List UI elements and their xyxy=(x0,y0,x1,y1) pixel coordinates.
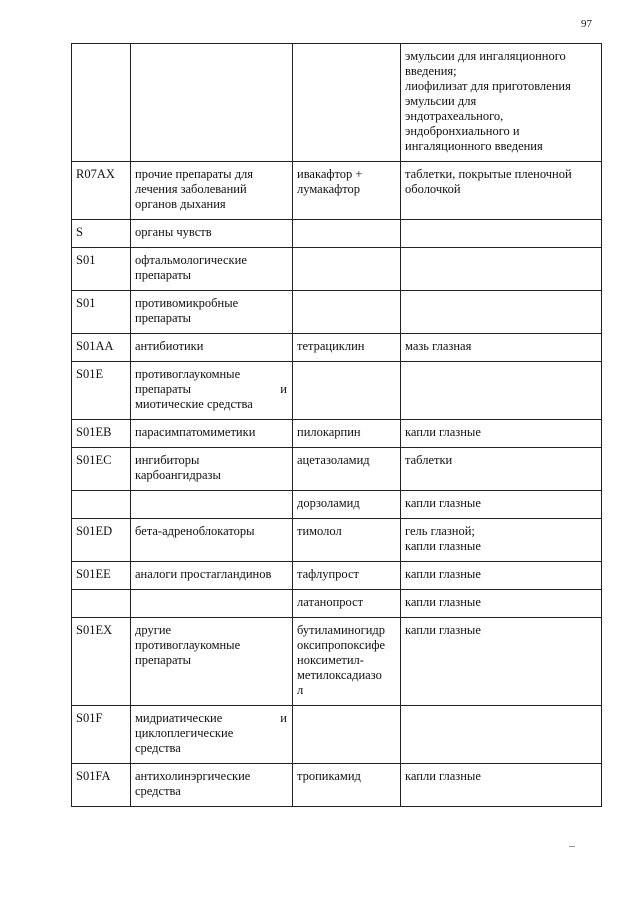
atc-code-cell: S01EE xyxy=(72,562,131,590)
substance-cell xyxy=(293,420,401,448)
table-row xyxy=(72,706,602,764)
substance-cell xyxy=(293,519,401,562)
group-cell xyxy=(131,448,293,491)
group-cell xyxy=(131,44,293,162)
atc-code-cell: S01EX xyxy=(72,618,131,706)
substance-cell xyxy=(293,706,401,764)
form-text: таблетки, покрытые пленочной xyxy=(405,167,572,181)
group-text: органы чувств xyxy=(135,225,212,239)
atc-code-cell: S01F xyxy=(72,706,131,764)
atc-code-cell: S01EC xyxy=(72,448,131,491)
table-row xyxy=(72,519,602,562)
substance-text: метилоксадиазо xyxy=(297,668,382,682)
form-cell xyxy=(401,162,602,220)
atc-code-cell xyxy=(72,491,131,519)
form-cell xyxy=(401,519,602,562)
group-cell xyxy=(131,162,293,220)
substance-text: тимолол xyxy=(297,524,342,538)
substance-cell xyxy=(293,491,401,519)
group-cell xyxy=(131,618,293,706)
group-text: мидриатические xyxy=(135,711,223,725)
form-cell xyxy=(401,334,602,362)
substance-text: л xyxy=(297,683,304,697)
group-text: миотические средства xyxy=(135,397,253,411)
group-cell xyxy=(131,590,293,618)
form-cell xyxy=(401,764,602,807)
group-text: органов дыхания xyxy=(135,197,226,211)
group-text: офтальмологические xyxy=(135,253,247,267)
substance-cell xyxy=(293,220,401,248)
group-text: средства xyxy=(135,784,181,798)
substance-cell xyxy=(293,590,401,618)
group-text: противоглаукомные xyxy=(135,367,241,381)
substance-text: латанопрост xyxy=(297,595,364,609)
table-row xyxy=(72,491,602,519)
drug-table xyxy=(71,43,602,807)
substance-text: оксипропоксифе xyxy=(297,638,386,652)
group-text: ингибиторы xyxy=(135,453,200,467)
table-row xyxy=(72,590,602,618)
atc-code-cell: S01AA xyxy=(72,334,131,362)
substance-cell xyxy=(293,44,401,162)
substance-text: пилокарпин xyxy=(297,425,361,439)
atc-code-cell xyxy=(72,590,131,618)
form-text: капли глазные xyxy=(405,567,481,581)
form-text: эмульсии для ингаляционного xyxy=(405,49,566,63)
substance-text: бутиламиногидр xyxy=(297,623,386,637)
table-row xyxy=(72,44,602,162)
atc-code-cell: R07AX xyxy=(72,162,131,220)
group-text: и xyxy=(280,711,287,725)
substance-cell xyxy=(293,162,401,220)
substance-text: ноксиметил- xyxy=(297,653,364,667)
form-cell xyxy=(401,420,602,448)
substance-cell xyxy=(293,248,401,291)
substance-text: тетрациклин xyxy=(297,339,365,353)
group-cell xyxy=(131,248,293,291)
group-cell xyxy=(131,334,293,362)
group-text: лечения заболеваний xyxy=(135,182,247,196)
substance-cell xyxy=(293,618,401,706)
group-cell xyxy=(131,291,293,334)
form-cell xyxy=(401,590,602,618)
table-row xyxy=(72,334,602,362)
form-text: введения; xyxy=(405,64,457,78)
table-row xyxy=(72,291,602,334)
atc-code-cell: S01ED xyxy=(72,519,131,562)
table-row xyxy=(72,420,602,448)
group-text: противоглаукомные xyxy=(135,638,241,652)
group-text: и xyxy=(280,382,287,396)
form-text: лиофилизат для приготовления xyxy=(405,79,571,93)
substance-cell xyxy=(293,764,401,807)
group-text: циклоплегические xyxy=(135,726,234,740)
form-text: таблетки xyxy=(405,453,453,467)
atc-code-cell: S01EB xyxy=(72,420,131,448)
substance-cell xyxy=(293,291,401,334)
atc-code-cell: S01 xyxy=(72,291,131,334)
form-text: капли глазные xyxy=(405,769,481,783)
substance-text: ацетазоламид xyxy=(297,453,370,467)
group-cell xyxy=(131,764,293,807)
group-text: карбоангидразы xyxy=(135,468,221,482)
group-cell xyxy=(131,562,293,590)
form-text: эндобронхиального и xyxy=(405,124,520,138)
substance-text: тафлупрост xyxy=(297,567,359,581)
substance-cell xyxy=(293,448,401,491)
form-cell xyxy=(401,220,602,248)
form-cell xyxy=(401,562,602,590)
group-text: парасимпатомиметики xyxy=(135,425,256,439)
atc-code-cell: S01FA xyxy=(72,764,131,807)
group-text: препараты xyxy=(135,311,192,325)
group-cell xyxy=(131,220,293,248)
table-row xyxy=(72,248,602,291)
group-cell xyxy=(131,420,293,448)
form-cell xyxy=(401,706,602,764)
group-text: противомикробные xyxy=(135,296,239,310)
substance-cell xyxy=(293,362,401,420)
table-row xyxy=(72,162,602,220)
table-row xyxy=(72,764,602,807)
table-row xyxy=(72,448,602,491)
form-text: гель глазной; xyxy=(405,524,475,538)
form-cell xyxy=(401,362,602,420)
substance-cell xyxy=(293,562,401,590)
group-justified-line xyxy=(135,711,287,726)
group-text: бета-адреноблокаторы xyxy=(135,524,255,538)
substance-cell xyxy=(293,334,401,362)
form-cell xyxy=(401,248,602,291)
table-row xyxy=(72,618,602,706)
form-text: капли глазные xyxy=(405,425,481,439)
group-text: препараты xyxy=(135,268,192,282)
group-text: препараты xyxy=(135,382,192,396)
scan-mark xyxy=(569,846,575,847)
form-text: капли глазные xyxy=(405,539,481,553)
table-row xyxy=(72,562,602,590)
group-cell xyxy=(131,491,293,519)
table-row xyxy=(72,362,602,420)
substance-text: дорзоламид xyxy=(297,496,360,510)
form-cell xyxy=(401,618,602,706)
group-text: прочие препараты для xyxy=(135,167,254,181)
atc-code-cell: S01E xyxy=(72,362,131,420)
form-text: мазь глазная xyxy=(405,339,472,353)
substance-text: ивакафтор + xyxy=(297,167,363,181)
atc-code-cell xyxy=(72,44,131,162)
form-cell xyxy=(401,44,602,162)
group-text: средства xyxy=(135,741,181,755)
form-text: эмульсии для xyxy=(405,94,477,108)
group-text: антибиотики xyxy=(135,339,204,353)
group-text: аналоги простагландинов xyxy=(135,567,272,581)
atc-code-cell: S xyxy=(72,220,131,248)
table-row xyxy=(72,220,602,248)
group-justified-line xyxy=(135,382,287,397)
form-text: капли глазные xyxy=(405,496,481,510)
page-number: 97 xyxy=(581,18,592,30)
group-text: другие xyxy=(135,623,172,637)
group-cell xyxy=(131,362,293,420)
form-text: эндотрахеального, xyxy=(405,109,504,123)
group-cell xyxy=(131,706,293,764)
substance-text: тропикамид xyxy=(297,769,361,783)
form-cell xyxy=(401,491,602,519)
group-cell xyxy=(131,519,293,562)
atc-code-cell: S01 xyxy=(72,248,131,291)
form-text: оболочкой xyxy=(405,182,461,196)
form-text: капли глазные xyxy=(405,595,481,609)
substance-text: лумакафтор xyxy=(297,182,361,196)
group-text: антихолинэргические xyxy=(135,769,251,783)
group-text: препараты xyxy=(135,653,192,667)
form-text: капли глазные xyxy=(405,623,481,637)
form-text: ингаляционного введения xyxy=(405,139,543,153)
form-cell xyxy=(401,291,602,334)
form-cell xyxy=(401,448,602,491)
